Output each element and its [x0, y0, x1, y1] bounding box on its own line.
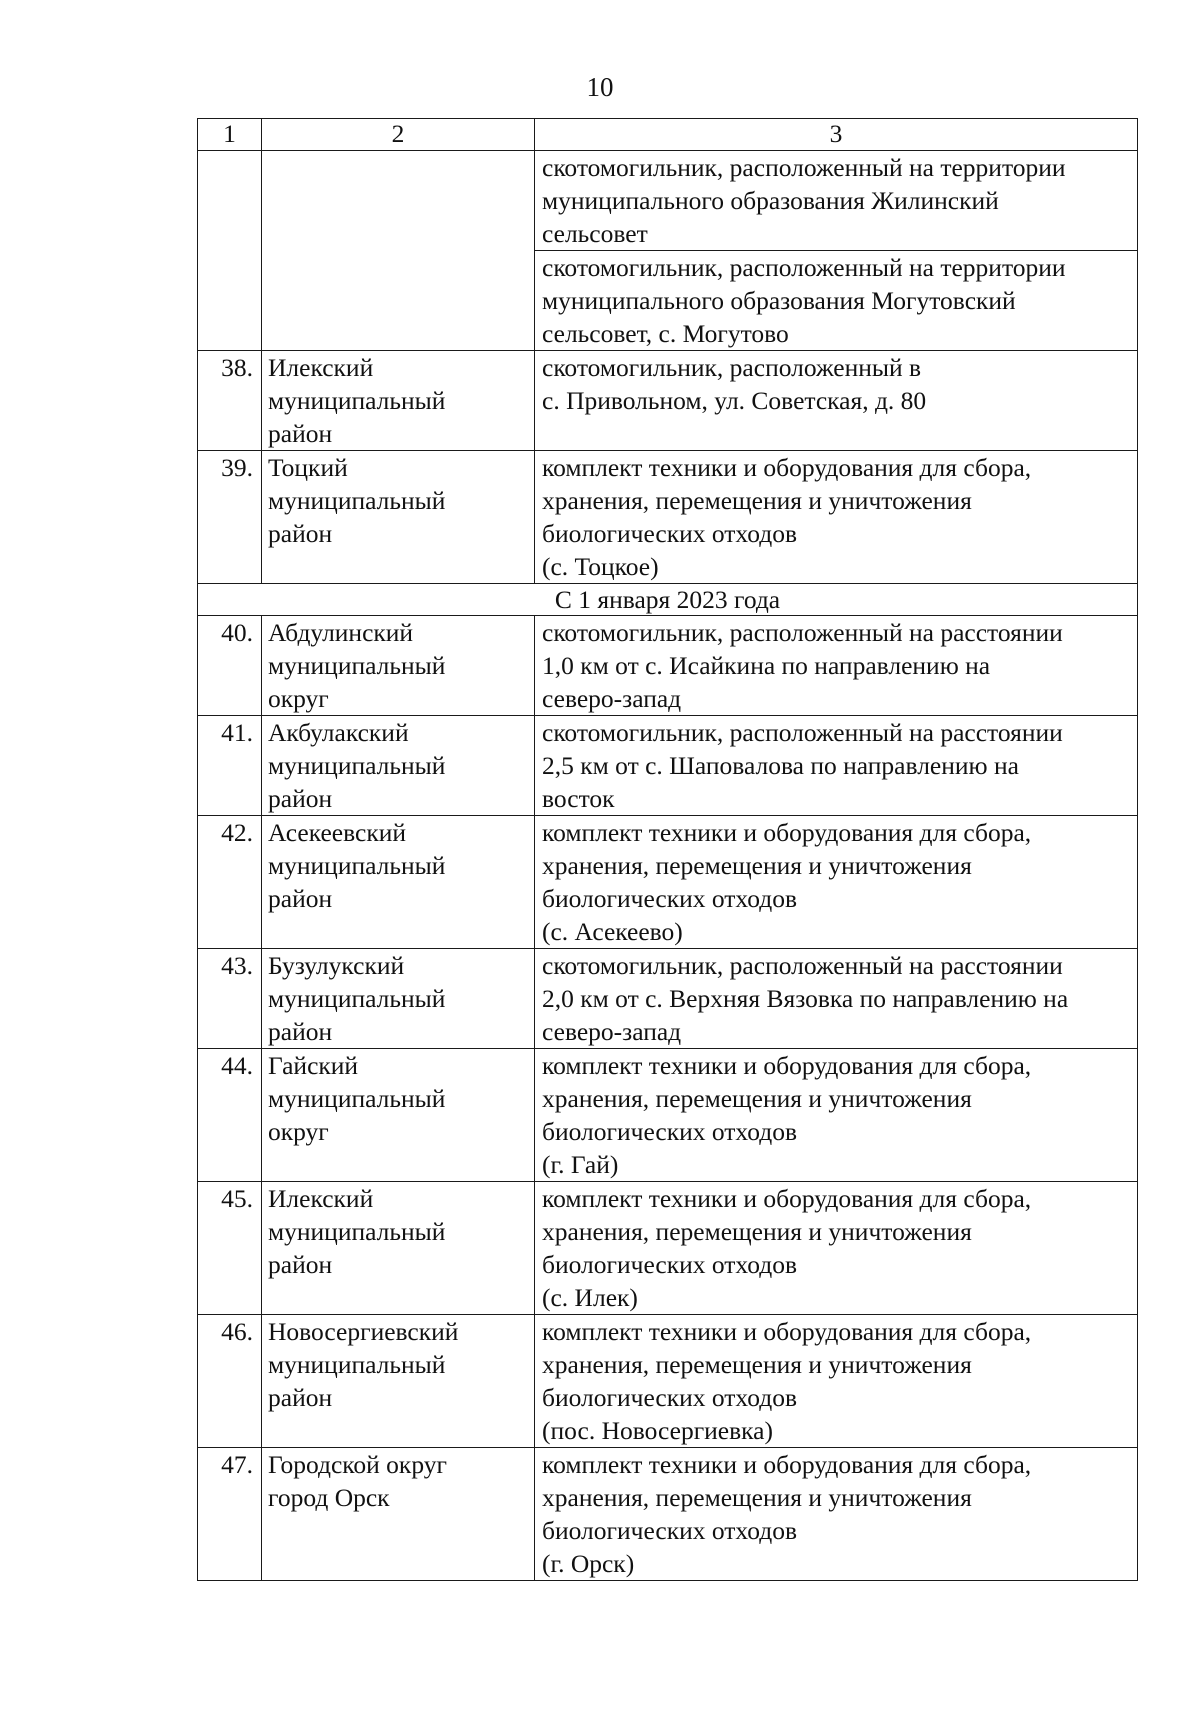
municipality-name: Абдулинский муниципальный округ [262, 616, 535, 716]
table-row [198, 451, 1138, 584]
table-row [198, 716, 1138, 816]
facility-description: комплект техники и оборудования для сбора, хранения, перемещения и уничтожения биологических отходов (с. Тоцкое) [535, 451, 1138, 584]
row-number: 44. [198, 1049, 262, 1182]
facility-description: комплект техники и оборудования для сбора, хранения, перемещения и уничтожения биологических отходов (пос. Новосергиевка) [535, 1315, 1138, 1448]
table-header-row [198, 119, 1138, 151]
municipality-name: Акбулакский муниципальный район [262, 716, 535, 816]
facility-description: скотомогильник, расположенный в с. Привольном, ул. Советская, д. 80 [535, 351, 1138, 451]
facility-description: комплект техники и оборудования для сбора, хранения, перемещения и уничтожения биологических отходов (с. Илек) [535, 1182, 1138, 1315]
row-number: 39. [198, 451, 262, 584]
municipality-name: Городской округ город Орск [262, 1448, 535, 1581]
table-row [198, 816, 1138, 949]
row-number: 47. [198, 1448, 262, 1581]
facility-description: комплект техники и оборудования для сбора, хранения, перемещения и уничтожения биологических отходов (г. Гай) [535, 1049, 1138, 1182]
row-number: 43. [198, 949, 262, 1049]
municipality-name: Тоцкий муниципальный район [262, 451, 535, 584]
row-number-cell [198, 151, 262, 351]
municipality-cell [262, 151, 535, 351]
table-row [198, 1049, 1138, 1182]
facility-description: скотомогильник, расположенный на территории муниципального образования Могутовский сельсовет, с. Могутово [535, 251, 1138, 351]
facility-description: комплект техники и оборудования для сбора, хранения, перемещения и уничтожения биологических отходов (г. Орск) [535, 1448, 1138, 1581]
table-row [198, 1448, 1138, 1581]
row-number: 38. [198, 351, 262, 451]
municipality-name: Гайский муниципальный округ [262, 1049, 535, 1182]
row-number: 42. [198, 816, 262, 949]
row-number: 40. [198, 616, 262, 716]
row-number: 46. [198, 1315, 262, 1448]
page-number: 10 [586, 72, 614, 102]
municipality-name: Илекский муниципальный район [262, 351, 535, 451]
municipality-name: Новосергиевский муниципальный район [262, 1315, 535, 1448]
facility-description: комплект техники и оборудования для сбора, хранения, перемещения и уничтожения биологических отходов (с. Асекеево) [535, 816, 1138, 949]
table-row [198, 949, 1138, 1049]
facilities-table [197, 118, 1138, 1581]
table-row [198, 616, 1138, 716]
header-col-2: 2 [262, 119, 535, 151]
header-col-1: 1 [198, 119, 262, 151]
facility-description: скотомогильник, расположенный на расстоянии 1,0 км от с. Исайкина по направлению на северо-запад [535, 616, 1138, 716]
facility-description: скотомогильник, расположенный на расстоянии 2,0 км от с. Верхняя Вязовка по направлению на северо-запад [535, 949, 1138, 1049]
facility-description: скотомогильник, расположенный на расстоянии 2,5 км от с. Шаповалова по направлению на восток [535, 716, 1138, 816]
municipality-name: Асекеевский муниципальный район [262, 816, 535, 949]
table-row-continued-1 [198, 151, 1138, 251]
table-row [198, 1182, 1138, 1315]
section-heading: С 1 января 2023 года [198, 584, 1138, 616]
row-number: 41. [198, 716, 262, 816]
row-number: 45. [198, 1182, 262, 1315]
municipality-name: Бузулукский муниципальный район [262, 949, 535, 1049]
table-row [198, 1315, 1138, 1448]
municipality-name: Илекский муниципальный район [262, 1182, 535, 1315]
section-heading-row [198, 584, 1138, 616]
facility-description: скотомогильник, расположенный на территории муниципального образования Жилинский сельсовет [535, 151, 1138, 251]
header-col-3: 3 [535, 119, 1138, 151]
table-row [198, 351, 1138, 451]
